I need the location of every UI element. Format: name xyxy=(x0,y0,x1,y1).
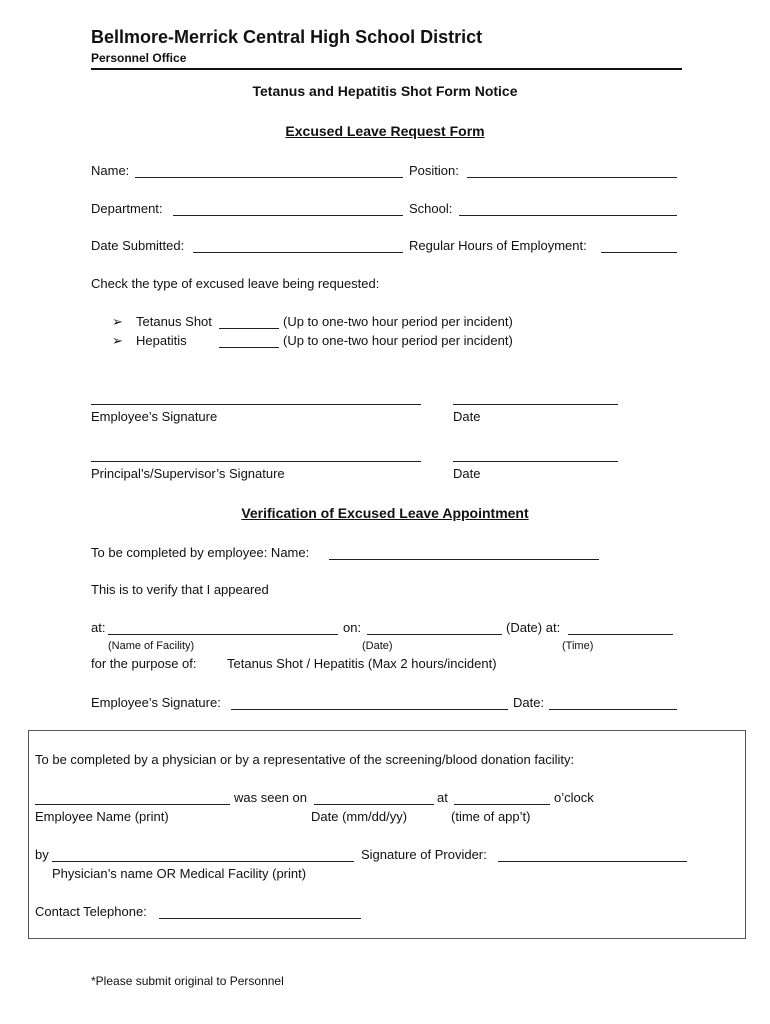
date-caption: (Date) xyxy=(362,640,393,652)
employee-name-print-field[interactable] xyxy=(35,804,230,805)
facility-caption: (Name of Facility) xyxy=(108,640,195,652)
position-field[interactable] xyxy=(467,177,677,178)
bullet-arrow-icon: ➢ xyxy=(112,333,123,348)
principal-date-field[interactable] xyxy=(453,461,618,462)
tetanus-shot-label: Tetanus Shot xyxy=(136,314,212,329)
employee-name-caption: Employee Name (print) xyxy=(35,809,169,824)
employee-signature-field[interactable] xyxy=(91,404,421,405)
verification-title: Verification of Excused Leave Appointment xyxy=(241,505,529,521)
was-seen-on-label: was seen on xyxy=(234,790,307,805)
check-instruction: Check the type of excused leave being requested: xyxy=(91,276,380,291)
school-field[interactable] xyxy=(459,215,677,216)
facility-field[interactable] xyxy=(108,634,338,635)
verification-name-field[interactable] xyxy=(329,559,599,560)
school-label: School: xyxy=(409,201,453,216)
principal-date-label: Date xyxy=(453,466,481,481)
principal-signature-field[interactable] xyxy=(91,461,421,462)
verification-signature-field[interactable] xyxy=(231,709,508,710)
office-subtitle: Personnel Office xyxy=(91,51,187,65)
date-submitted-label: Date Submitted: xyxy=(91,238,185,253)
physician-caption: Physician’s name OR Medical Facility (print) xyxy=(52,866,307,881)
appointment-time-field[interactable] xyxy=(568,634,673,635)
tetanus-shot-note: (Up to one-two hour period per incident) xyxy=(283,314,513,329)
regular-hours-label: Regular Hours of Employment: xyxy=(409,238,587,253)
notice-title: Tetanus and Hepatitis Shot Form Notice xyxy=(252,83,518,99)
hepatitis-note: (Up to one-two hour period per incident) xyxy=(283,333,513,348)
hepatitis-field[interactable] xyxy=(219,347,279,348)
by-label: by xyxy=(35,847,49,862)
on-label: on: xyxy=(343,620,362,635)
district-title: Bellmore-Merrick Central High School District xyxy=(91,27,483,47)
verification-signature-label: Employee’s Signature: xyxy=(91,695,221,710)
time-caption: (Time) xyxy=(562,640,594,652)
seen-date-field[interactable] xyxy=(314,804,434,805)
purpose-label: for the purpose of: xyxy=(91,656,197,671)
hepatitis-label: Hepatitis xyxy=(136,333,187,348)
verification-date-label: Date: xyxy=(513,695,545,710)
name-field[interactable] xyxy=(135,177,403,178)
employee-date-field[interactable] xyxy=(453,404,618,405)
verify-text: This is to verify that I appeared xyxy=(91,582,269,597)
principal-signature-label: Principal’s/Supervisor’s Signature xyxy=(91,466,285,481)
provider-signature-label: Signature of Provider: xyxy=(361,847,487,862)
date-submitted-field[interactable] xyxy=(193,252,403,253)
department-field[interactable] xyxy=(173,215,403,216)
contact-telephone-field[interactable] xyxy=(159,918,361,919)
position-label: Position: xyxy=(409,163,459,178)
verification-date-field[interactable] xyxy=(549,709,677,710)
contact-telephone-label: Contact Telephone: xyxy=(35,904,147,919)
name-label: Name: xyxy=(91,163,130,178)
employee-signature-label: Employee’s Signature xyxy=(91,409,218,424)
seen-time-field[interactable] xyxy=(454,804,550,805)
seen-at-label: at xyxy=(437,790,448,805)
time-of-appt-caption: (time of app’t) xyxy=(451,809,531,824)
at-label: at: xyxy=(91,620,106,635)
employee-date-label: Date xyxy=(453,409,481,424)
appointment-date-field[interactable] xyxy=(367,634,502,635)
department-label: Department: xyxy=(91,201,163,216)
provider-signature-field[interactable] xyxy=(498,861,687,862)
physician-intro: To be completed by a physician or by a representative of the screening/blood donation facility: xyxy=(35,752,575,767)
oclock-label: o’clock xyxy=(554,790,594,805)
bullet-arrow-icon: ➢ xyxy=(112,314,123,329)
tetanus-shot-field[interactable] xyxy=(219,328,279,329)
verification-name-label: To be completed by employee: Name: xyxy=(91,545,310,560)
physician-name-field[interactable] xyxy=(52,861,354,862)
purpose-value: Tetanus Shot / Hepatitis (Max 2 hours/incident) xyxy=(227,656,497,671)
regular-hours-field[interactable] xyxy=(601,252,677,253)
date-format-caption: Date (mm/dd/yy) xyxy=(311,809,408,824)
form-title: Excused Leave Request Form xyxy=(285,123,485,139)
date-at-label: (Date) at: xyxy=(506,620,561,635)
footer-note: *Please submit original to Personnel xyxy=(91,974,284,988)
header-rule xyxy=(91,68,682,70)
